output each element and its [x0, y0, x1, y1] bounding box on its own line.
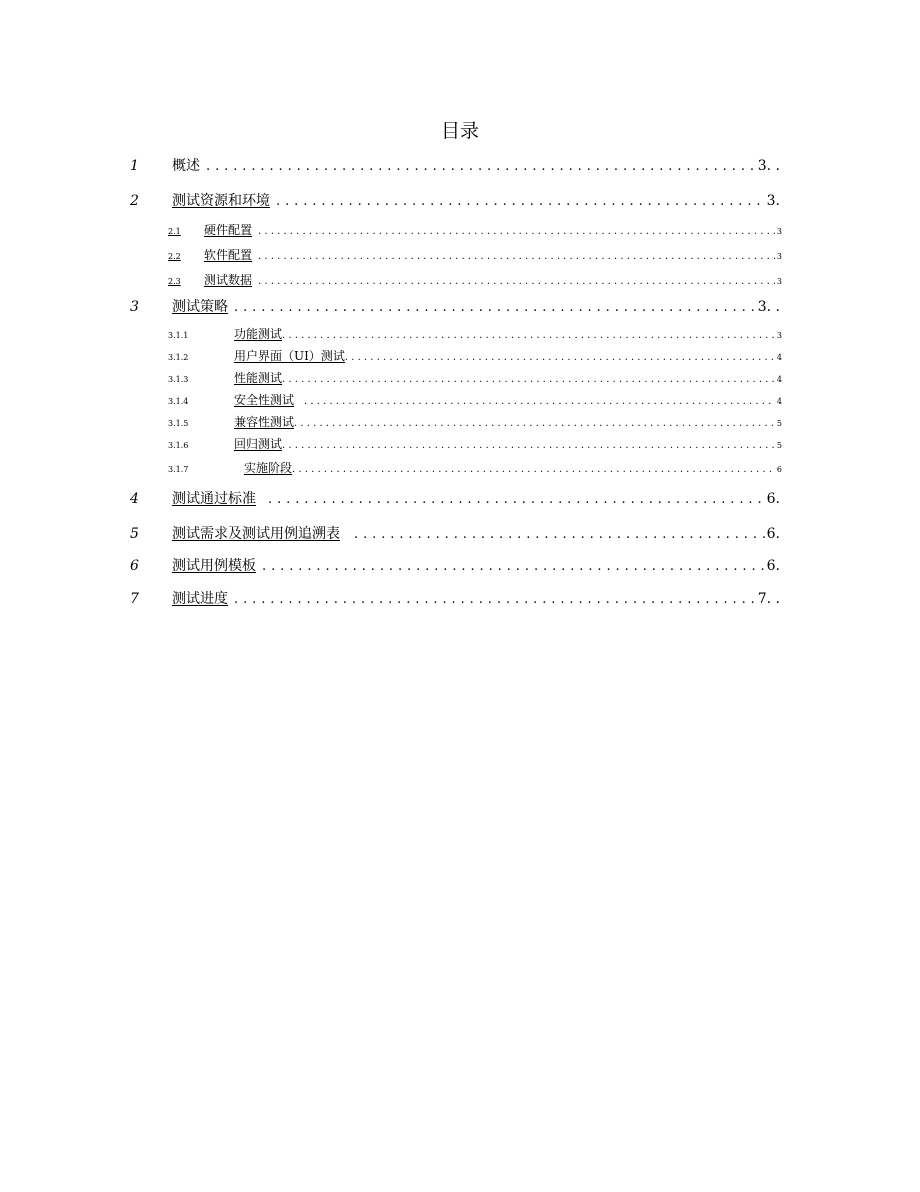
toc-entry-page: 3.: [766, 193, 780, 209]
dot-leader: [354, 527, 765, 542]
toc-entry-number: 7: [130, 591, 139, 607]
dot-leader: [276, 194, 765, 209]
toc-entry-6[interactable]: [130, 555, 780, 577]
dot-leader: [282, 330, 775, 341]
dot-leader: [294, 418, 775, 429]
toc-entry-number: 3.1.2: [168, 353, 189, 362]
toc-entry-5[interactable]: [130, 523, 780, 545]
toc-entry-page: 5: [776, 419, 782, 428]
dot-leader: [345, 352, 775, 363]
toc-entry-number: 6: [130, 558, 139, 574]
toc-entry-page: 3: [776, 227, 782, 236]
toc-entry-title[interactable]: 测试资源和环境: [172, 193, 270, 209]
dot-leader: [234, 300, 756, 315]
toc-entry-number: 2.3: [168, 277, 181, 286]
toc-entry-title[interactable]: 兼容性测试: [234, 415, 295, 429]
toc-entry-number: 3.1.6: [168, 441, 189, 450]
toc-entry-title[interactable]: 测试用例模板: [172, 558, 256, 574]
toc-entry-title[interactable]: 硬件配置: [204, 223, 253, 237]
toc-entry-page: 3: [776, 277, 782, 286]
toc-title: 目录: [440, 120, 479, 142]
toc-entry-page: 6.: [766, 558, 780, 574]
toc-entry-page: 7. .: [757, 591, 780, 607]
toc-entry-page: 6: [776, 465, 782, 474]
dot-leader: [292, 464, 775, 475]
toc-entry-title[interactable]: 功能测试: [234, 327, 283, 341]
toc-entry-7[interactable]: [130, 588, 780, 610]
dot-leader: [282, 440, 775, 451]
toc-entry-page: 6.: [766, 491, 780, 507]
toc-entry-2-1[interactable]: [168, 221, 782, 239]
toc-entry-number: 4: [130, 491, 139, 507]
toc-entry-number: 2.2: [168, 252, 181, 261]
toc-entry-page: 4: [776, 375, 782, 384]
toc-entry-page: 5: [776, 441, 782, 450]
toc-entry-page: 4: [776, 353, 782, 362]
toc-entry-2-2[interactable]: [168, 246, 782, 264]
toc-entry-3-1-2[interactable]: [168, 347, 782, 365]
toc-entry-3-1-7[interactable]: [168, 459, 782, 477]
toc-entry-title[interactable]: 性能测试: [234, 371, 283, 385]
toc-entry-title[interactable]: 软件配置: [204, 248, 253, 262]
toc-entry-title[interactable]: 测试进度: [172, 591, 228, 607]
toc-entry-page: 3. .: [757, 299, 780, 315]
toc-entry-number: 3.1.3: [168, 375, 189, 384]
dot-leader: [206, 159, 756, 174]
dot-leader: [268, 492, 765, 507]
toc-entry-3-1-3[interactable]: [168, 369, 782, 387]
toc-entry-title[interactable]: 回归测试: [234, 437, 283, 451]
toc-entry-title[interactable]: 用户界面（UI）测试: [234, 349, 345, 363]
toc-entry-page: 3: [776, 331, 782, 340]
toc-entry-page: 3: [776, 252, 782, 261]
toc-entry-2-3[interactable]: [168, 271, 782, 289]
toc-entry-4[interactable]: [130, 488, 780, 510]
toc-entry-number: 5: [130, 526, 139, 542]
toc-entry-3-1-1[interactable]: [168, 325, 782, 343]
toc-entry-3-1-6[interactable]: [168, 435, 782, 453]
dot-leader: [258, 226, 775, 237]
toc-entry-page: 3. .: [757, 158, 780, 174]
toc-entry-title[interactable]: 实施阶段: [244, 461, 293, 475]
toc-entry-number: 2.1: [168, 227, 181, 236]
toc-entry-3[interactable]: [130, 296, 780, 318]
toc-entry-number: 3: [130, 299, 139, 315]
toc-entry-page: 4: [776, 397, 782, 406]
toc-entry-title[interactable]: 测试通过标准: [172, 491, 256, 507]
toc-entry-number: 1: [130, 158, 139, 174]
toc-entry-page: 6.: [766, 526, 780, 542]
toc-entry-number: 3.1.7: [168, 465, 189, 474]
dot-leader: [282, 374, 775, 385]
toc-entry-1[interactable]: [130, 155, 780, 177]
toc-entry-title[interactable]: 测试策略: [172, 299, 228, 315]
toc-entry-number: 2: [130, 193, 139, 209]
dot-leader: [258, 276, 775, 287]
toc-entry-title[interactable]: 概述: [172, 158, 200, 174]
toc-entry-3-1-5[interactable]: [168, 413, 782, 431]
dot-leader: [262, 559, 765, 574]
toc-entry-title[interactable]: 测试数据: [204, 273, 253, 287]
toc-entry-3-1-4[interactable]: [168, 391, 782, 409]
toc-entry-title[interactable]: 测试需求及测试用例追溯表: [172, 526, 340, 542]
toc-entry-2[interactable]: [130, 190, 780, 212]
dot-leader: [304, 396, 775, 407]
toc-entry-title[interactable]: 安全性测试: [234, 393, 295, 407]
toc-entry-number: 3.1.4: [168, 397, 189, 406]
dot-leader: [234, 592, 756, 607]
toc-entry-number: 3.1.1: [168, 331, 189, 340]
dot-leader: [258, 251, 775, 262]
toc-entry-number: 3.1.5: [168, 419, 189, 428]
